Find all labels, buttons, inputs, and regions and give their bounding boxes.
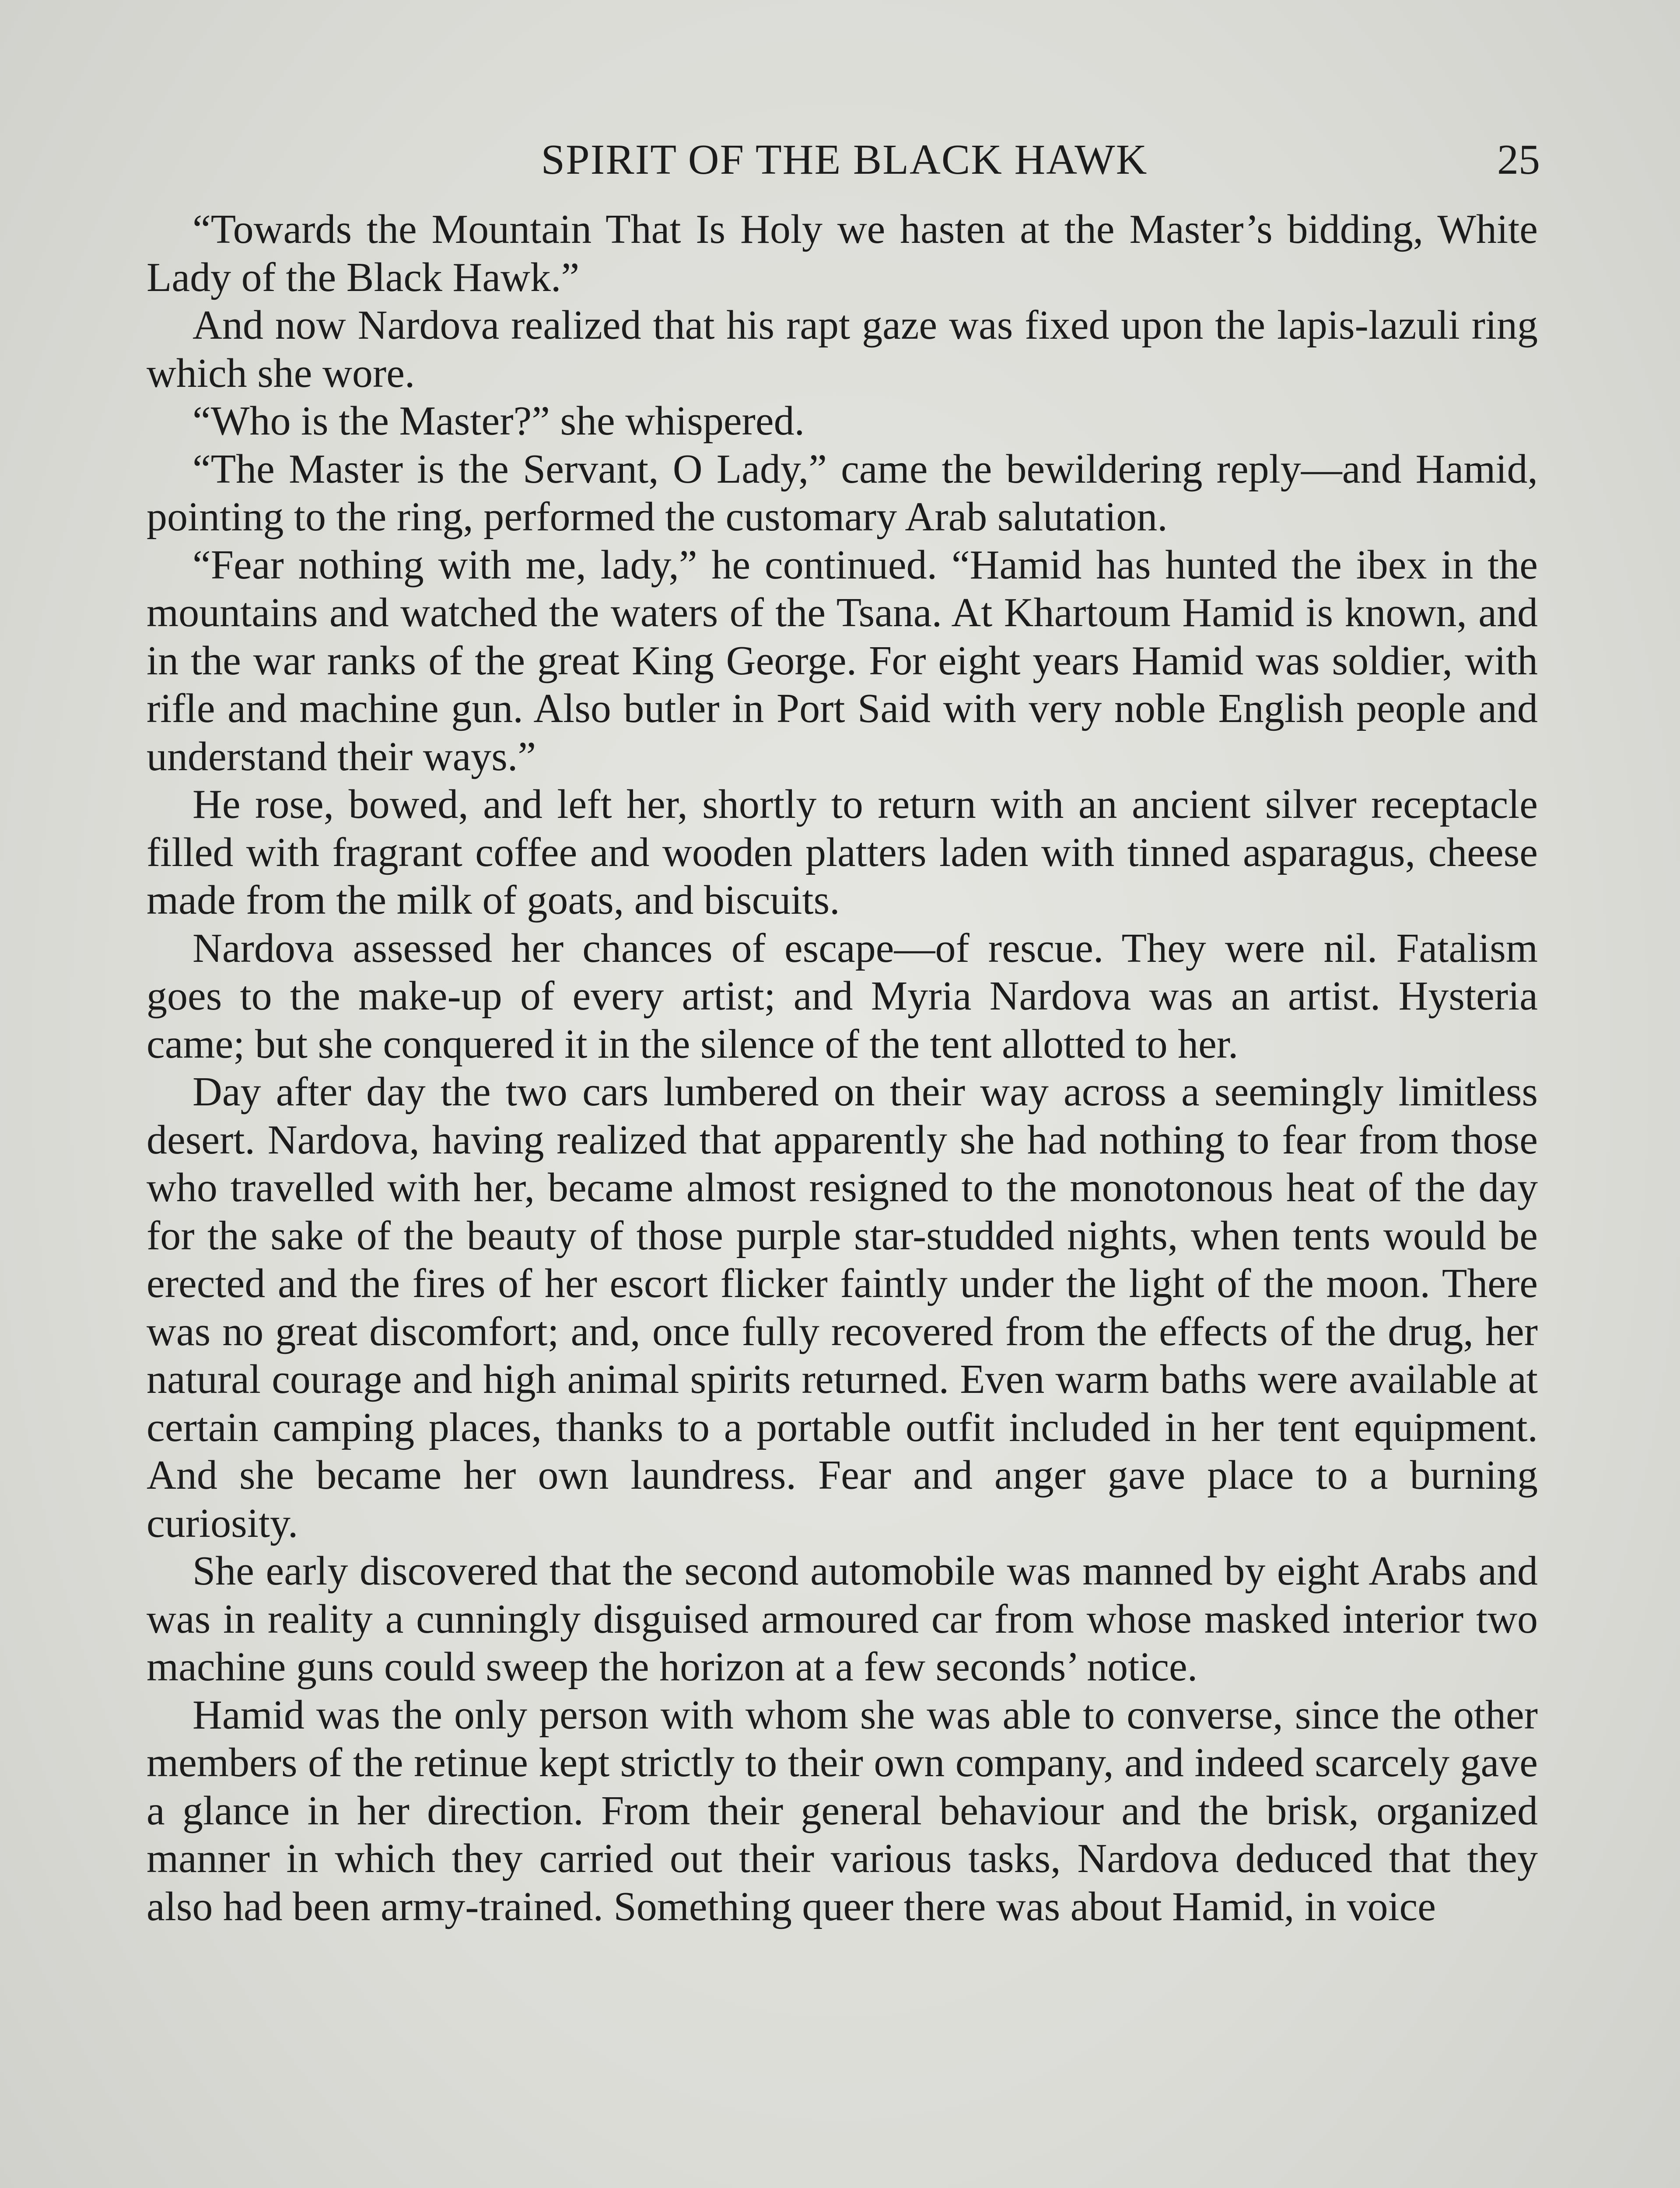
paragraph: He rose, bowed, and left her, shortly to return with an ancient silver receptacle filled with fragrant coffee and wooden platters laden with tinned asparagus, cheese made from the milk of goats, and biscuits. — [147, 782, 1538, 923]
paragraph: “Towards the Mountain That Is Holy we hasten at the Master’s bidding, White Lady of the Black Hawk.” — [147, 207, 1538, 300]
paragraph: “Fear nothing with me, lady,” he continued. “Hamid has hunted the ibex in the mountains and watched the waters of the Tsana. At Khartoum Hamid is known, and in the war ranks of the great King George. For eight years Hamid was soldier, with rifle and machine gun. Also butler in Port Said with very noble English people and understand their ways.” — [147, 542, 1538, 779]
paragraph: Nardova assessed her chances of escape—of rescue. They were nil. Fatalism goes to the make-up of every artist; and Myria Nardova was an artist. Hysteria came; but she conquered it in the silence of the tent allotted to her. — [147, 925, 1538, 1067]
paragraph: She early discovered that the second automobile was manned by eight Arabs and was in reality a cunningly disguised armoured car from whose masked interior two machine guns could sweep the horizon at a few seconds’ notice. — [147, 1548, 1538, 1690]
paragraph: Day after day the two cars lumbered on their way across a seemingly limitless desert. Nardova, having realized that apparently she had nothing to fear from those who travelled with her, became almost resigned to the monotonous heat of the day for the sake of the beauty of those purple star-studded nights, when tents would be erected and the fires of her escort flicker faintly under the light of the moon. There was no great discomfort; and, once fully recovered from the effects of the drug, her natural courage and high animal spirits returned. Even warm baths were available at certain camping places, thanks to a portable outfit included in her tent equipment. And she became her own laundress. Fear and anger gave place to a burning curiosity. — [147, 1069, 1538, 1546]
paragraph: “Who is the Master?” she whispered. — [192, 398, 805, 444]
paragraph: “The Master is the Servant, O Lady,” came the bewildering reply—and Hamid, pointing to the ring, performed the customary Arab salutation. — [147, 446, 1538, 540]
paragraph: And now Nardova realized that his rapt gaze was fixed upon the lapis-lazuli ring which she wore. — [147, 302, 1538, 396]
paragraph: Hamid was the only person with whom she was able to converse, since the other members of the retinue kept strictly to their own company, and indeed scarcely gave a glance in her direction. From their general behaviour and the brisk, organized manner in which they carried out their various tasks, Nardova deduced that they also had been army-trained. Something queer there was about Hamid, in voice — [147, 1692, 1538, 1929]
running-head: SPIRIT OF THE BLACK HAWK — [541, 136, 1148, 183]
page-header — [149, 131, 1540, 188]
page-number: 25 — [1497, 136, 1540, 183]
body-text — [147, 206, 1538, 1931]
